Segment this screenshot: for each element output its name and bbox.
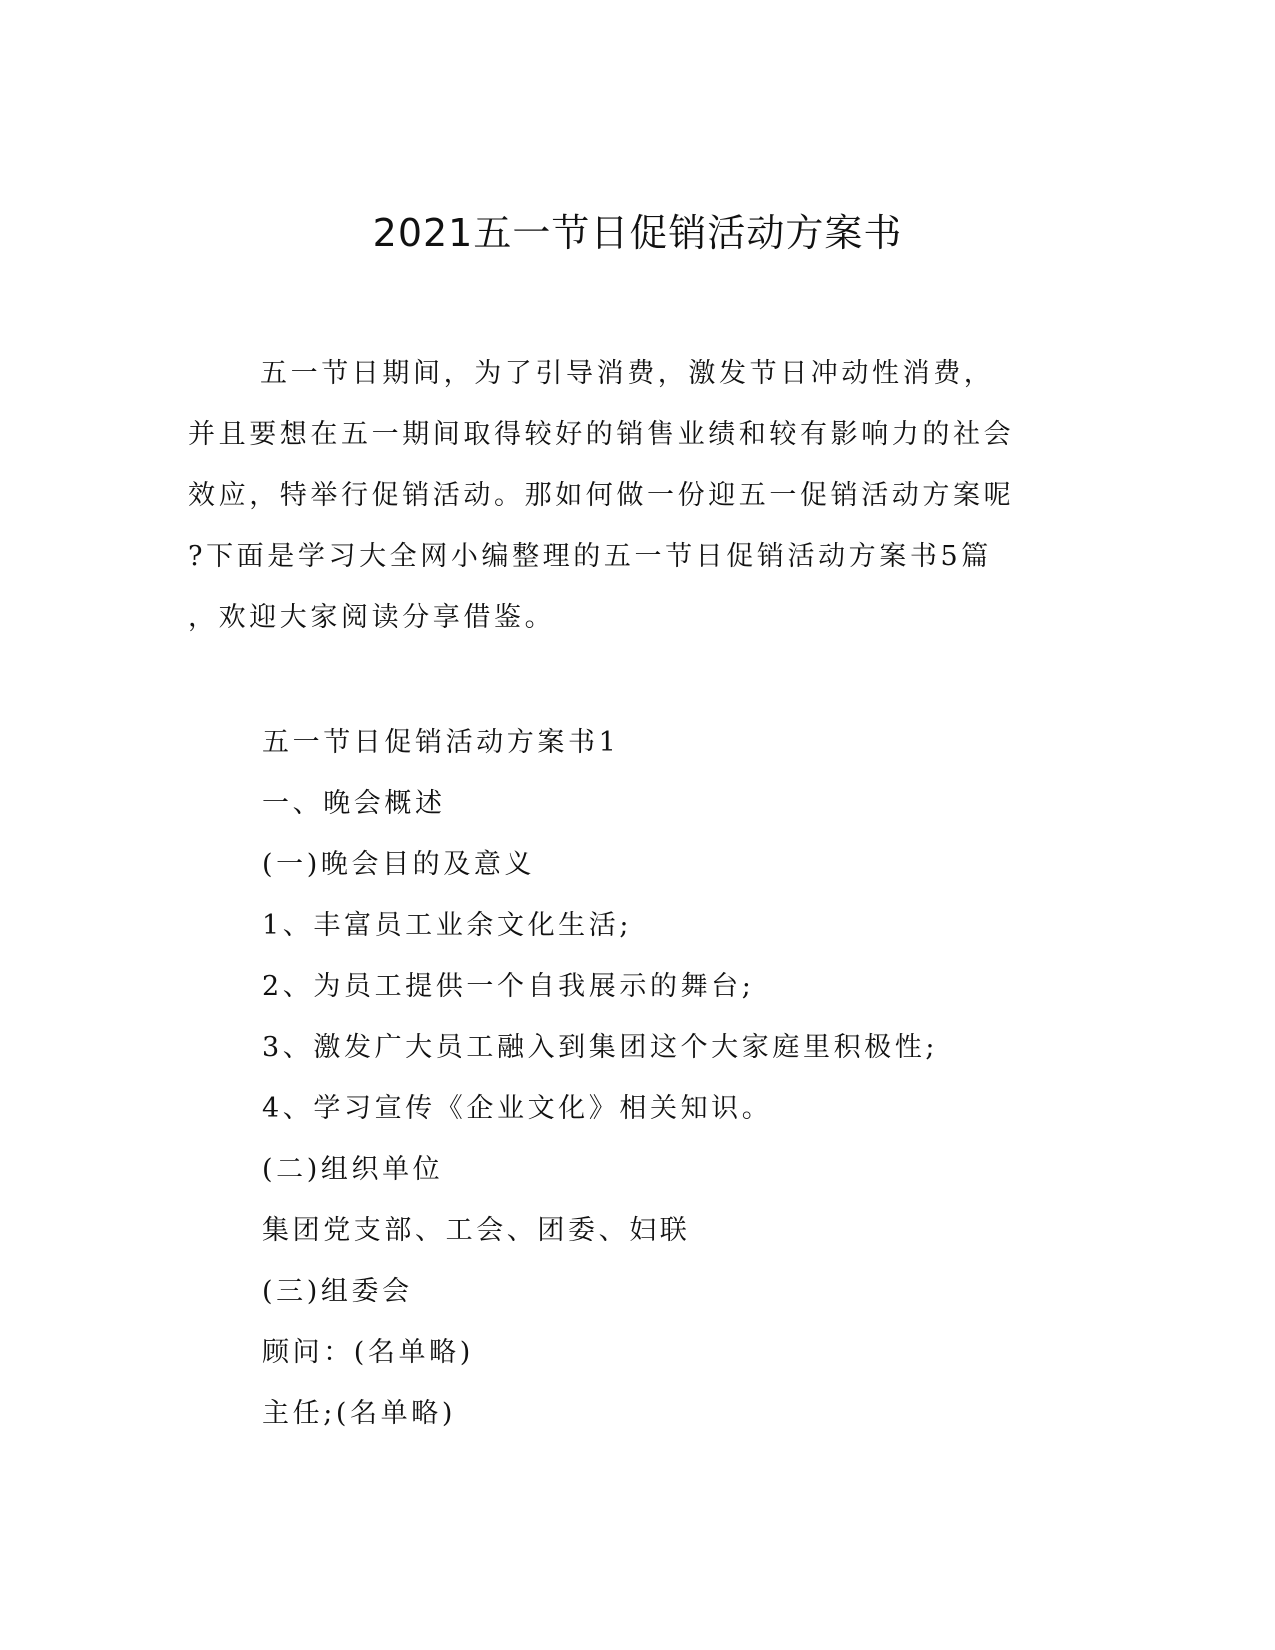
body-line: 1、丰富员工业余文化生活; xyxy=(262,910,633,941)
section-heading: 五一节日促销活动方案书1 xyxy=(262,727,620,758)
intro-line: 效应，特举行促销活动。那如何做一份迎五一促销活动方案呢 xyxy=(188,480,1015,511)
intro-line: ?下面是学习大全网小编整理的五一节日促销活动方案书5篇 xyxy=(188,541,992,572)
document-title: 2021五一节日促销活动方案书 xyxy=(372,211,903,255)
intro-paragraph xyxy=(188,343,1078,648)
intro-line: 五一节日期间，为了引导消费，激发节日冲动性消费， xyxy=(260,358,995,389)
body-line: 4、学习宣传《企业文化》相关知识。 xyxy=(262,1093,773,1124)
intro-line: ，欢迎大家阅读分享借鉴。 xyxy=(188,602,556,633)
body-line: 一、晚会概述 xyxy=(262,788,446,819)
body-line: 3、激发广大员工融入到集团这个大家庭里积极性; xyxy=(262,1032,939,1063)
body-line: 主任;(名单略) xyxy=(262,1398,456,1429)
body-line: (二)组织单位 xyxy=(262,1154,444,1185)
intro-line: 并且要想在五一期间取得较好的销售业绩和较有影响力的社会 xyxy=(188,419,1015,450)
body-line: 2、为员工提供一个自我展示的舞台; xyxy=(262,971,755,1002)
body-line: (三)组委会 xyxy=(262,1276,413,1307)
body-line: (一)晚会目的及意义 xyxy=(262,849,536,880)
body-line: 顾问：(名单略) xyxy=(262,1337,474,1368)
document-body xyxy=(262,712,1082,1444)
body-line: 集团党支部、工会、团委、妇联 xyxy=(262,1215,691,1246)
